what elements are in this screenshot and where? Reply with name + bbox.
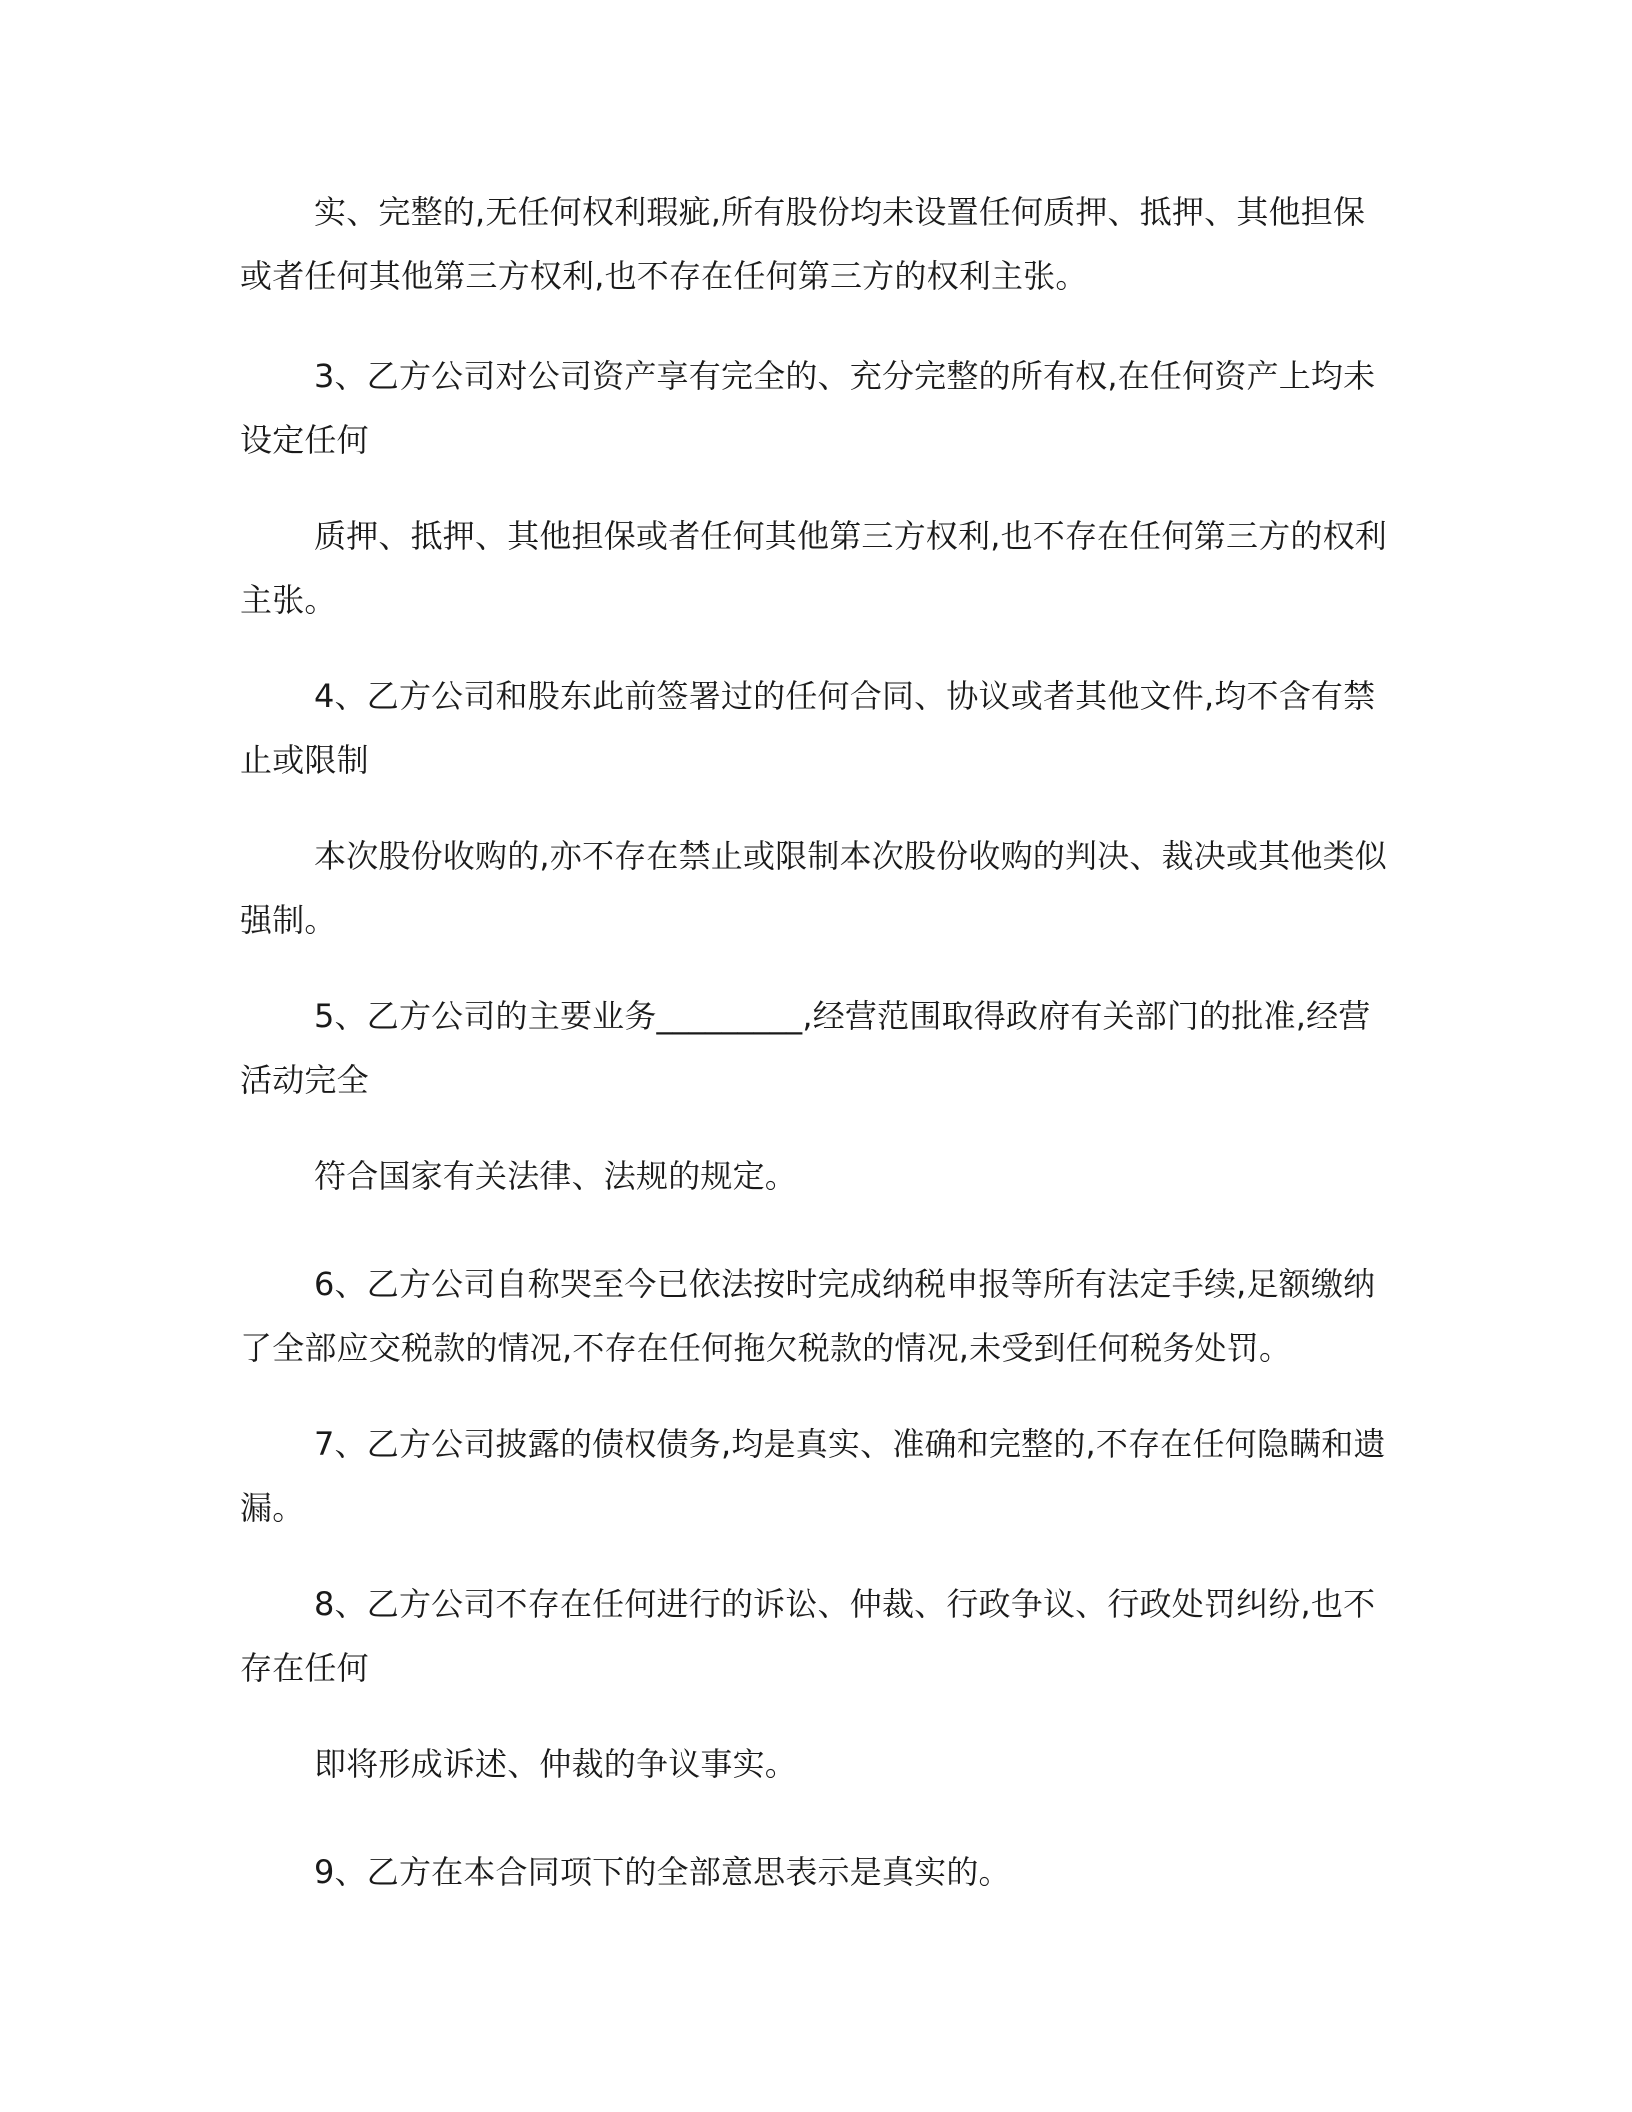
paragraph-clause-4-continued: 本次股份收购的,亦不存在禁止或限制本次股份收购的判决、裁决或其他类似强制。 — [240, 837, 1387, 939]
paragraph-clause-5-continued: 符合国家有关法律、法规的规定。 — [314, 1157, 798, 1195]
paragraph-clause-6: 6、乙方公司自称哭至今已依法按时完成纳税申报等所有法定手续,足额缴纳了全部应交税款的情况,不存在任何拖欠税款的情况,未受到任何税务处罚。 — [240, 1265, 1376, 1367]
paragraph-clause-3-continued: 质押、抵押、其他担保或者任何其他第三方权利,也不存在任何第三方的权利主张。 — [240, 517, 1387, 619]
paragraph-clause-5: 5、乙方公司的主要业务_________,经营范围取得政府有关部门的批准,经营活动完全 — [240, 997, 1371, 1099]
paragraph-share-ownership-continued: 实、完整的,无任何权利瑕疵,所有股份均未设置任何质押、抵押、其他担保或者任何其他第三方权利,也不存在任何第三方的权利主张。 — [240, 193, 1366, 295]
paragraph-clause-7: 7、乙方公司披露的债权债务,均是真实、准确和完整的,不存在任何隐瞒和遗漏。 — [240, 1425, 1386, 1527]
paragraph-clause-8-continued: 即将形成诉述、仲裁的争议事实。 — [314, 1745, 798, 1783]
paragraph-clause-9: 9、乙方在本合同项下的全部意思表示是真实的。 — [314, 1853, 1011, 1891]
paragraph-clause-4: 4、乙方公司和股东此前签署过的任何合同、协议或者其他文件,均不含有禁止或限制 — [240, 677, 1376, 779]
paragraph-clause-3: 3、乙方公司对公司资产享有完全的、充分完整的所有权,在任何资产上均未设定任何 — [240, 357, 1376, 459]
paragraph-clause-8: 8、乙方公司不存在任何进行的诉讼、仲裁、行政争议、行政处罚纠纷,也不存在任何 — [240, 1585, 1376, 1687]
